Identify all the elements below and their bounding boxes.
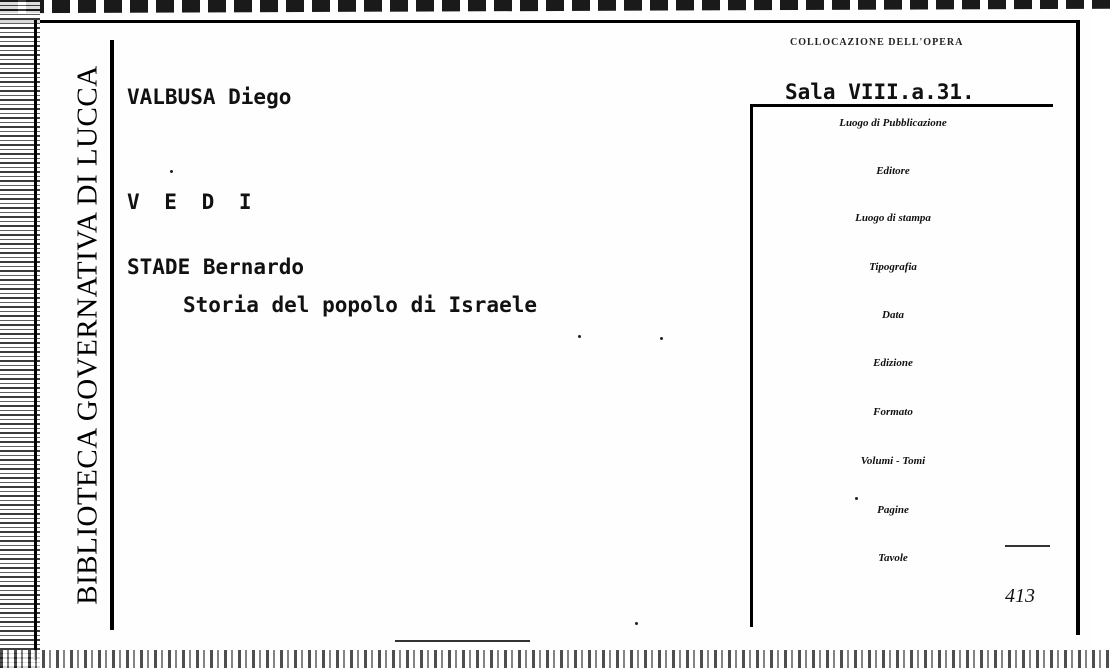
field-data: Data	[882, 309, 904, 321]
entry-author: VALBUSA Diego	[127, 85, 292, 109]
see-label: V E D I	[127, 190, 258, 214]
scan-line	[395, 640, 530, 642]
field-formato: Formato	[873, 406, 913, 418]
field-editore: Editore	[876, 165, 910, 177]
publication-fields-panel	[750, 104, 1053, 627]
scan-speck	[635, 622, 638, 625]
card-left-edge	[34, 20, 37, 660]
field-luogo-pubblicazione: Luogo di Pubblicazione	[839, 117, 947, 129]
field-luogo-stampa: Luogo di stampa	[855, 212, 931, 224]
scan-speck	[660, 337, 663, 340]
scan-line	[1005, 545, 1050, 547]
field-pagine: Pagine	[877, 504, 909, 516]
reference-title: Storia del popolo di Israele	[183, 293, 538, 317]
scan-bottom-border	[0, 650, 1111, 668]
card-top-edge	[0, 20, 1080, 23]
scan-speck	[170, 170, 173, 173]
field-tipografia: Tipografia	[869, 261, 917, 273]
card-right-edge	[1076, 20, 1080, 635]
field-tavole: Tavole	[878, 552, 908, 564]
field-edizione: Edizione	[873, 357, 913, 369]
card-divider-rule	[110, 40, 114, 630]
scan-speck	[578, 335, 581, 338]
collocation-header: COLLOCAZIONE DELL'OPERA	[790, 37, 964, 48]
collocation-value: Sala VIII.a.31.	[785, 80, 975, 104]
field-volumi-tomi: Volumi - Tomi	[860, 455, 926, 467]
library-name: BIBLIOTECA GOVERNATIVA DI LUCCA	[71, 65, 104, 605]
reference-author: STADE Bernardo	[127, 255, 305, 279]
handwritten-note: 413	[1005, 585, 1035, 607]
